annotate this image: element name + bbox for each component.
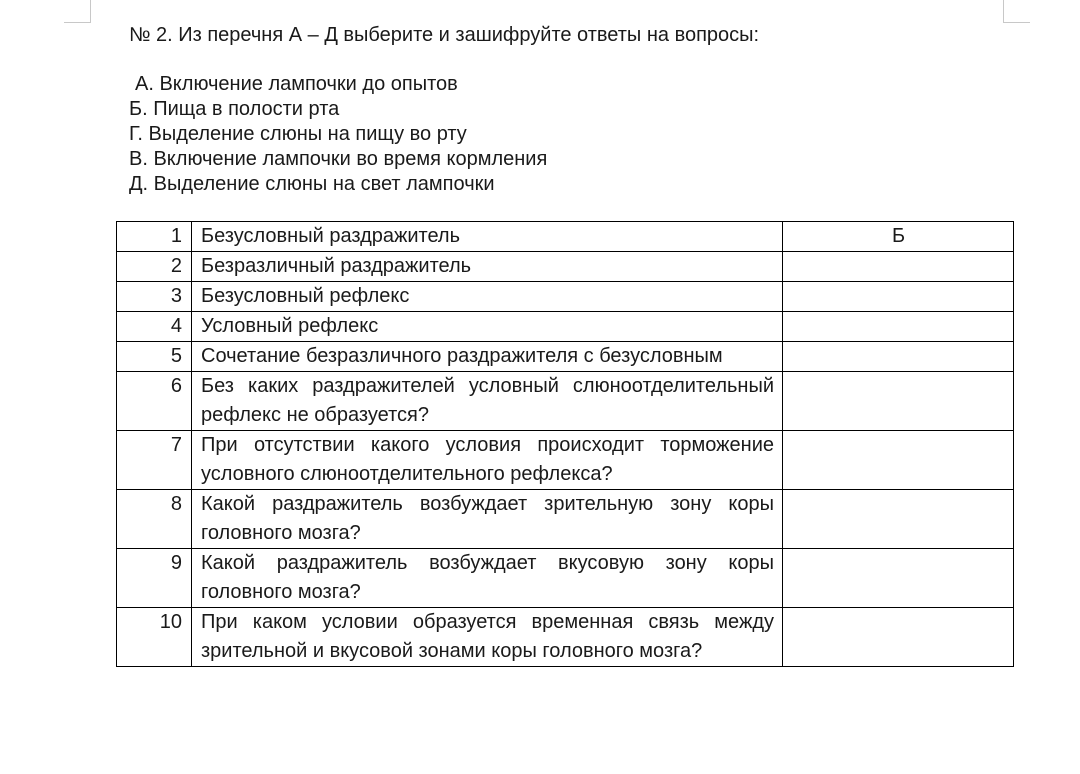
row-number: 2 [117, 252, 192, 282]
row-question: Какой раздражитель возбуждает зрительную зону коры головного мозга? [192, 490, 783, 549]
table-row [117, 312, 1014, 342]
table-row [117, 490, 1014, 549]
row-answer-cell[interactable]: Б [783, 222, 1014, 252]
row-answer-cell[interactable] [783, 549, 1014, 608]
answers-table [116, 221, 1014, 667]
row-number: 5 [117, 342, 192, 372]
row-question: Условный рефлекс [192, 312, 783, 342]
table-row [117, 342, 1014, 372]
table-row [117, 282, 1014, 312]
table-row [117, 549, 1014, 608]
row-answer-cell[interactable] [783, 372, 1014, 431]
row-answer-cell[interactable] [783, 490, 1014, 549]
option-b: Б. Пища в полости рта [129, 98, 340, 120]
table-row [117, 372, 1014, 431]
row-answer-cell[interactable] [783, 312, 1014, 342]
row-question: Безусловный раздражитель [192, 222, 783, 252]
row-number: 4 [117, 312, 192, 342]
row-question: Безусловный рефлекс [192, 282, 783, 312]
row-number: 8 [117, 490, 192, 549]
option-d: Д. Выделение слюны на свет лампочки [129, 173, 495, 195]
row-question: Сочетание безразличного раздражителя с безусловным [192, 342, 783, 372]
row-number: 6 [117, 372, 192, 431]
options-list [129, 72, 547, 197]
table-row [117, 222, 1014, 252]
row-number: 7 [117, 431, 192, 490]
table-row [117, 608, 1014, 667]
row-number: 9 [117, 549, 192, 608]
row-answer-cell[interactable] [783, 282, 1014, 312]
row-answer-cell[interactable] [783, 431, 1014, 490]
row-answer-cell[interactable] [783, 608, 1014, 667]
page-corner-mark-right [1003, 0, 1030, 23]
row-number: 10 [117, 608, 192, 667]
option-a: А. Включение лампочки до опытов [135, 73, 458, 95]
row-answer-cell[interactable] [783, 252, 1014, 282]
task-heading: № 2. Из перечня А – Д выберите и зашифруйте ответы на вопросы: [129, 24, 760, 46]
row-question: При отсутствии какого условия происходит торможение условного слюноотделительного рефлекса? [192, 431, 783, 490]
table-row [117, 252, 1014, 282]
row-number: 1 [117, 222, 192, 252]
table-row [117, 431, 1014, 490]
option-v: В. Включение лампочки во время кормления [129, 148, 548, 170]
row-answer-cell[interactable] [783, 342, 1014, 372]
row-question: При каком условии образуется временная связь между зрительной и вкусовой зонами коры головного мозга? [192, 608, 783, 667]
row-question: Безразличный раздражитель [192, 252, 783, 282]
page-corner-mark-left [64, 0, 91, 23]
row-question: Без каких раздражителей условный слюноотделительный рефлекс не образуется? [192, 372, 783, 431]
row-number: 3 [117, 282, 192, 312]
row-question: Какой раздражитель возбуждает вкусовую зону коры головного мозга? [192, 549, 783, 608]
option-g: Г. Выделение слюны на пищу во рту [129, 123, 467, 145]
